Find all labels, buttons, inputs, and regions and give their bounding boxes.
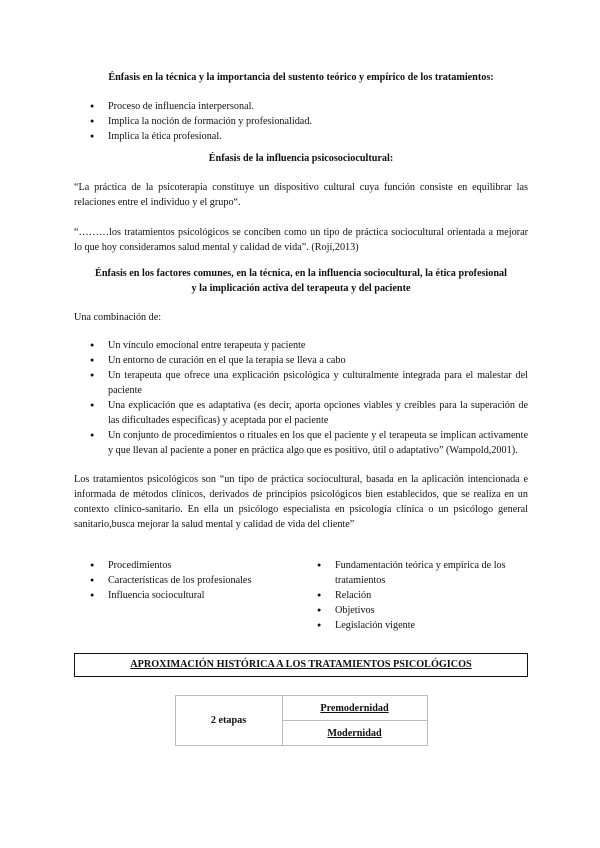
two-column-list: [74, 558, 528, 633]
history-title-box: APROXIMACIÓN HISTÓRICA A LOS TRATAMIENTOS PSICOLÓGICOS: [74, 653, 528, 677]
stage-premodernidad: Premodernidad: [282, 696, 427, 721]
document-page: [74, 70, 528, 746]
list-item: ● Características de los profesionales: [74, 573, 301, 588]
list-item: ● Influencia sociocultural: [74, 588, 301, 603]
list-item: ● Implica la noción de formación y profesionalidad.: [74, 114, 528, 129]
list-item: ● Un terapeuta que ofrece una explicación psicológica y culturalmente integrada para el malestar del paciente: [74, 368, 528, 398]
section1-heading: Énfasis en la técnica y la importancia del sustento teórico y empírico de los tratamientos:: [108, 72, 494, 83]
list-item: ● Un vínculo emocional entre terapeuta y paciente: [74, 338, 528, 353]
list-item: ● Objetivos: [301, 603, 528, 618]
quote-paragraph-2: “………los tratamientos psicológicos se conciben como un tipo de práctica sociocultural orientada a mejorar lo que hoy consideramos salud mental y calidad de vida”. (Rojí,2013): [74, 227, 528, 253]
stages-label-cell: 2 etapas: [175, 696, 282, 746]
stage-modernidad: Modernidad: [282, 721, 427, 746]
list-item: ● Proceso de influencia interpersonal.: [74, 99, 528, 114]
list-item: ● Un conjunto de procedimientos o rituales en los que el paciente y el terapeuta se implican activamente y que llevan al paciente a poner en práctica algo que es positivo, útil o adaptativo” (Wampold,2001).: [74, 428, 528, 458]
list-item: ● Un entorno de curación en el que la terapia se lleva a cabo: [74, 353, 528, 368]
section1-bullet-list: [74, 99, 528, 144]
right-column-list: [301, 558, 528, 633]
stages-table: [175, 695, 428, 746]
section2-heading: Énfasis de la influencia psicosociocultural:: [208, 153, 394, 164]
section3-intro: Una combinación de:: [74, 312, 162, 323]
list-item: ● Relación: [301, 588, 528, 603]
list-item: ● Implica la ética profesional.: [74, 129, 528, 144]
list-item: ● Fundamentación teórica y empírica de los tratamientos: [301, 558, 528, 588]
list-item: ● Una explicación que es adaptativa (es decir, aporta opciones viables y creíbles para la superación de las dificultades específicas) y aceptada por el paciente: [74, 398, 528, 428]
section3-heading-line1: Énfasis en los factores comunes, en la técnica, en la influencia sociocultural, la ética profesional: [95, 268, 507, 279]
section3-heading-line2: y la implicación activa del terapeuta y del paciente: [191, 283, 411, 294]
quote-paragraph-1: “La práctica de la psicoterapia constituye un dispositivo cultural cuya función consiste en equilibrar las relaciones entre el individuo y el grupo“.: [74, 182, 528, 208]
list-item: ● Legislación vigente: [301, 618, 528, 633]
left-column-list: [74, 558, 301, 633]
section3-bullet-list: [74, 338, 528, 458]
definition-paragraph: Los tratamientos psicológicos son “un tipo de práctica sociocultural, basada en la aplicación intencionada e informada de métodos clínicos, derivados de principios psicológicos bien establecidos, que se realiza en un contexto clínico-sanitario. En ella un psicólogo especialista en psicología clínica o un psicólogo general sanitario,busca mejorar la salud mental y calidad de vida del cliente”: [74, 474, 528, 530]
list-item: ● Procedimientos: [74, 558, 301, 573]
